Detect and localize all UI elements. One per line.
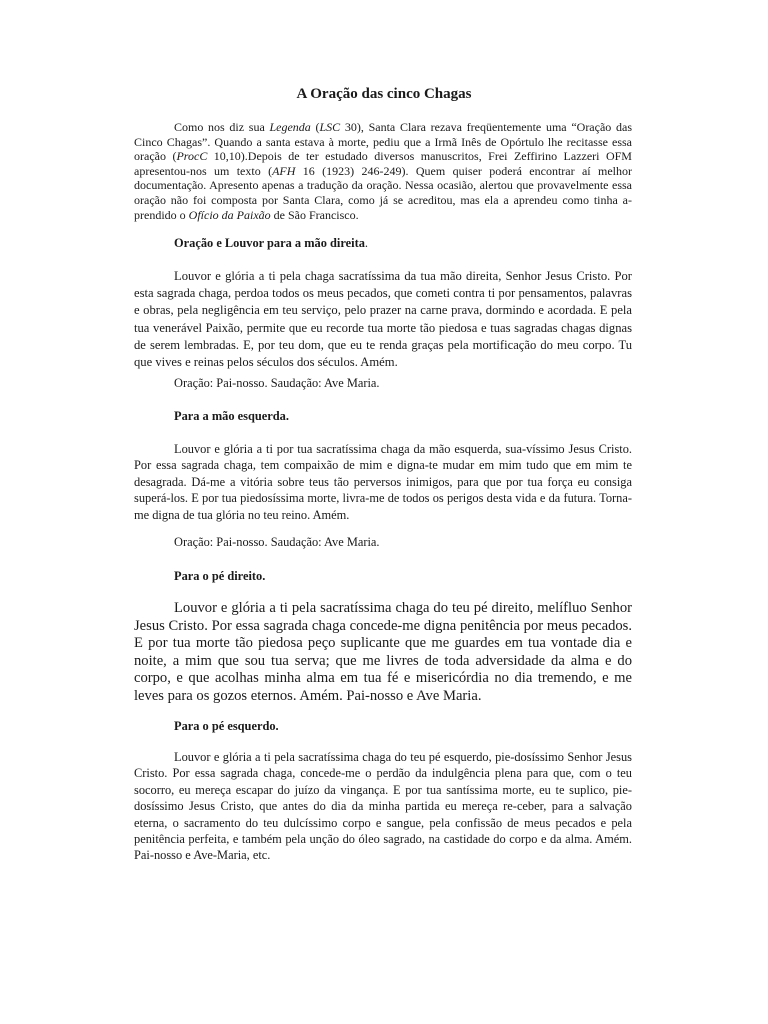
prayer-right-foot: Louvor e glória a ti pela sacratíssima chaga do teu pé direito, melífluo Senhor Jesus Cristo. Por essa sagrada chaga concede-me digna penitência por meus pecados. E por tua morte tão piedosa peço suplicante que me guardes em tua vontade dia e noite, a mim que sou tua serva; que me livres de toda adversidade da alma e do corpo, e que acolhas minha alma em tua fé e misericórdia no dia tremendo, e me leves para os gozos eternos. Amém. Pai-nosso e Ave Maria.	[134, 600, 632, 704]
intro-lsc: LSC	[319, 120, 341, 134]
section-heading-right-hand-text: Oração e Louvor para a mão direita	[174, 236, 365, 250]
intro-text-4: 10,10).Depois de ter estudado diversos manuscritos, Frei Zeffirino Lazzeri OFM apresentou-nos um texto (	[134, 149, 632, 178]
document-title: A Oração das cinco Chagas	[296, 86, 472, 102]
section-heading-left-foot: Para o pé esquerdo.	[174, 719, 279, 733]
intro-text-6: de São Francisco.	[270, 207, 359, 222]
prayer-left-hand: Louvor e glória a ti por tua sacratíssima chaga da mão esquerda, sua-víssimo Jesus Cristo. Por essa sagrada chaga, tem compaixão de mim e digna-te mudar em mim tudo que em mim te desagrada. Dá-me a vitória sobre teus tão perversos inimigos, para que por tua força eu consiga superá-los. E por tua piedosíssima morte, livra-me de todos os perigos desta vida e da futura. Torna-me digna de tua glória no teu reino. Amém.	[134, 442, 632, 522]
intro-procc: ProcC	[176, 149, 208, 164]
prayer-left-foot: Louvor e glória a ti pela sacratíssima chaga do teu pé esquerdo, pie-dosíssimo Senhor Jesus Cristo. Por essa sagrada chaga, concede-me o perdão da indulgência plena para que, com o teu socorro, eu mereça escapar do juízo da vingança. E por tua santíssima morte, eu te suplico, pie-dosíssimo Jesus Cristo, que antes do dia da minha partida eu mereça re-ceber, para a salvação eterna, o sacramento do teu dulcíssimo corpo e sangue, pela confissão de meus pecados e pela penitência perfeita, e também pela unção do óleo sagrado, na castidade do corpo e da alma. Amém. Pai-nosso e Ave-Maria, etc.	[134, 750, 632, 863]
section-heading-left-hand: Para a mão esquerda.	[174, 409, 289, 423]
intro-text-3: 30), Santa Clara rezava freqüentemente uma “Oração das Cinco Chagas”. Quando a santa estava à morte, pediu que a Irmã Inês de Opórtulo lhe recitasse essa oração (	[134, 120, 632, 164]
section-heading-right-foot: Para o pé direito.	[174, 569, 266, 583]
intro-text-5: 16 (1923) 246-249). Quem quiser poderá encontrar aí melhor documentação. Apresento apenas a tradução da oração. Nessa ocasião, alertou que provavelmente essa oração não foi composta por Santa Clara, como já se acreditou, mas ela a aprendeu como tinha a-prendido o	[134, 163, 633, 222]
intro-paragraph	[134, 120, 632, 222]
intro-afh: AFH	[272, 163, 296, 178]
intro-text-1: Como nos diz sua	[174, 120, 270, 134]
intro-oficio: Ofício da Paixão	[188, 207, 271, 222]
prayer-note-left-hand: Oração: Pai-nosso. Saudação: Ave Maria.	[174, 535, 380, 549]
intro-text-2: (	[310, 120, 320, 134]
section-heading-right-hand-suffix: .	[364, 236, 368, 250]
prayer-note-right-hand: Oração: Pai-nosso. Saudação: Ave Maria.	[174, 376, 380, 390]
prayer-right-hand: Louvor e glória a ti pela chaga sacratíssima da tua mão direita, Senhor Jesus Cristo. Por esta sagrada chaga, perdoa todos os meus pecados, que cometi contra ti por pensamentos, palavras e obras, pela negligência em teu serviço, pelo prazer na carne prava, dormindo e acordada. E pela tua venerável Paixão, permite que eu recorde tua morte tão piedosa e tuas sagradas chagas dignas de serem lembradas. E, por teu dom, que eu te renda graças pela mortificação do meu corpo. Tu que vives e reinas pelos séculos dos séculos. Amém.	[134, 269, 632, 370]
section-heading-right-hand	[174, 236, 368, 251]
intro-legenda: Legenda	[269, 120, 311, 134]
